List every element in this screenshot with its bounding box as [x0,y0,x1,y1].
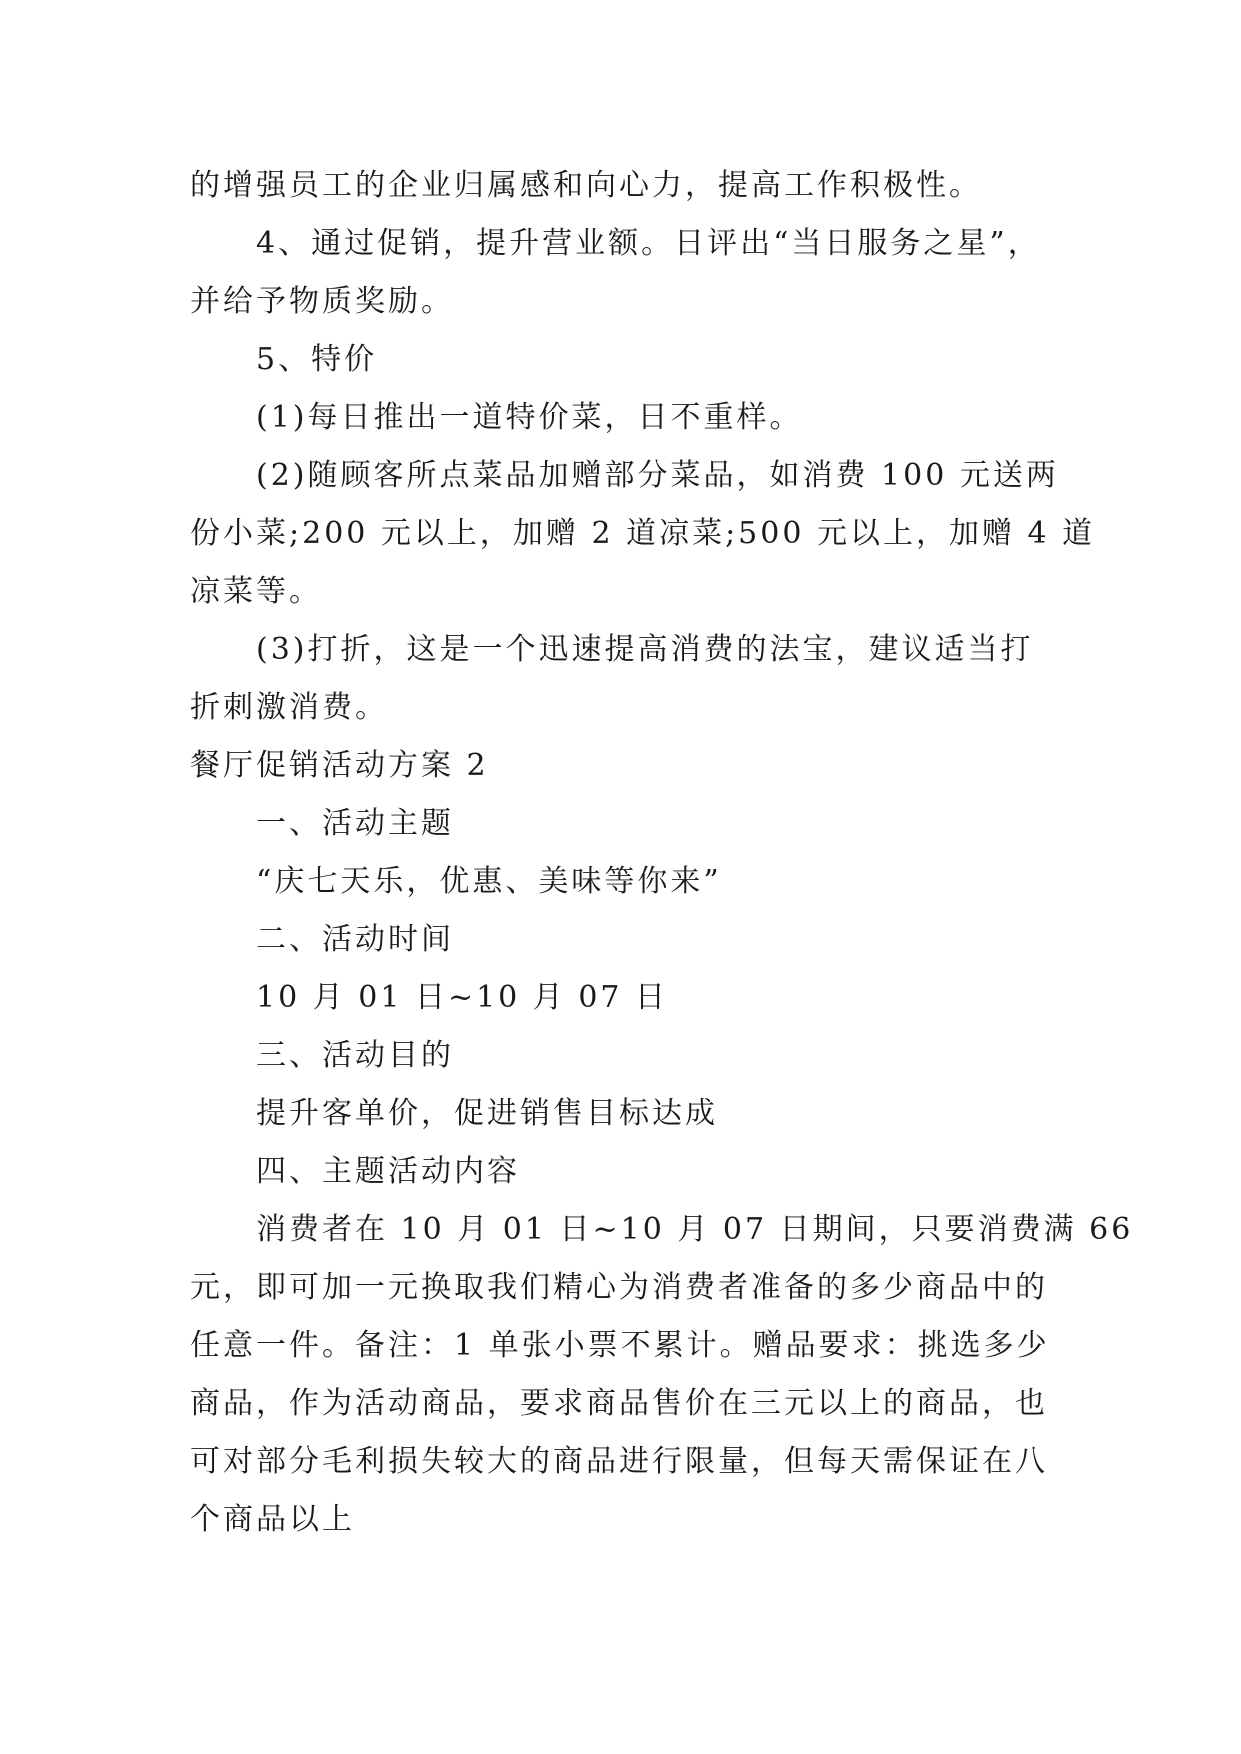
section-heading: 二、活动时间 [256,922,454,957]
paragraph-line: (1)每日推出一道特价菜，日不重样。 [256,400,803,435]
paragraph-line: (2)随顾客所点菜品加赠部分菜品，如消费 100 元送两 [256,458,1059,493]
paragraph-line: 任意一件。备注：1 单张小票不累计。赠品要求：挑选多少 [190,1328,1050,1363]
paragraph-line: 元，即可加一元换取我们精心为消费者准备的多少商品中的 [190,1270,1048,1305]
paragraph-line: 并给予物质奖励。 [190,284,454,319]
paragraph-line: “庆七天乐，优惠、美味等你来” [256,864,722,899]
section-heading: 四、主题活动内容 [256,1154,520,1189]
paragraph-line: 消费者在 10 月 01 日~10 月 07 日期间，只要消费满 66 [256,1212,1134,1247]
section-heading: 三、活动目的 [256,1038,454,1073]
paragraph-line: 的增强员工的企业归属感和向心力，提高工作积极性。 [190,168,982,203]
document-page [190,157,1134,1549]
paragraph-line: (3)打折，这是一个迅速提高消费的法宝，建议适当打 [256,632,1034,667]
paragraph-line: 可对部分毛利损失较大的商品进行限量，但每天需保证在八 [190,1444,1048,1479]
paragraph-line: 提升客单价，促进销售目标达成 [256,1096,718,1131]
section-heading: 5、特价 [256,342,378,377]
paragraph-line: 商品，作为活动商品，要求商品售价在三元以上的商品，也 [190,1386,1048,1421]
section-heading: 一、活动主题 [256,806,454,841]
paragraph-line: 个商品以上 [190,1502,355,1537]
paragraph-line: 折刺激消费。 [190,690,388,725]
paragraph-line: 份小菜;200 元以上，加赠 2 道凉菜;500 元以上，加赠 4 道 [190,516,1096,551]
document-title: 餐厅促销活动方案 2 [190,748,489,783]
paragraph-line: 凉菜等。 [190,574,322,609]
paragraph-line: 10 月 01 日~10 月 07 日 [256,980,669,1015]
paragraph-line: 4、通过促销，提升营业额。日评出“当日服务之星”， [256,226,1041,261]
